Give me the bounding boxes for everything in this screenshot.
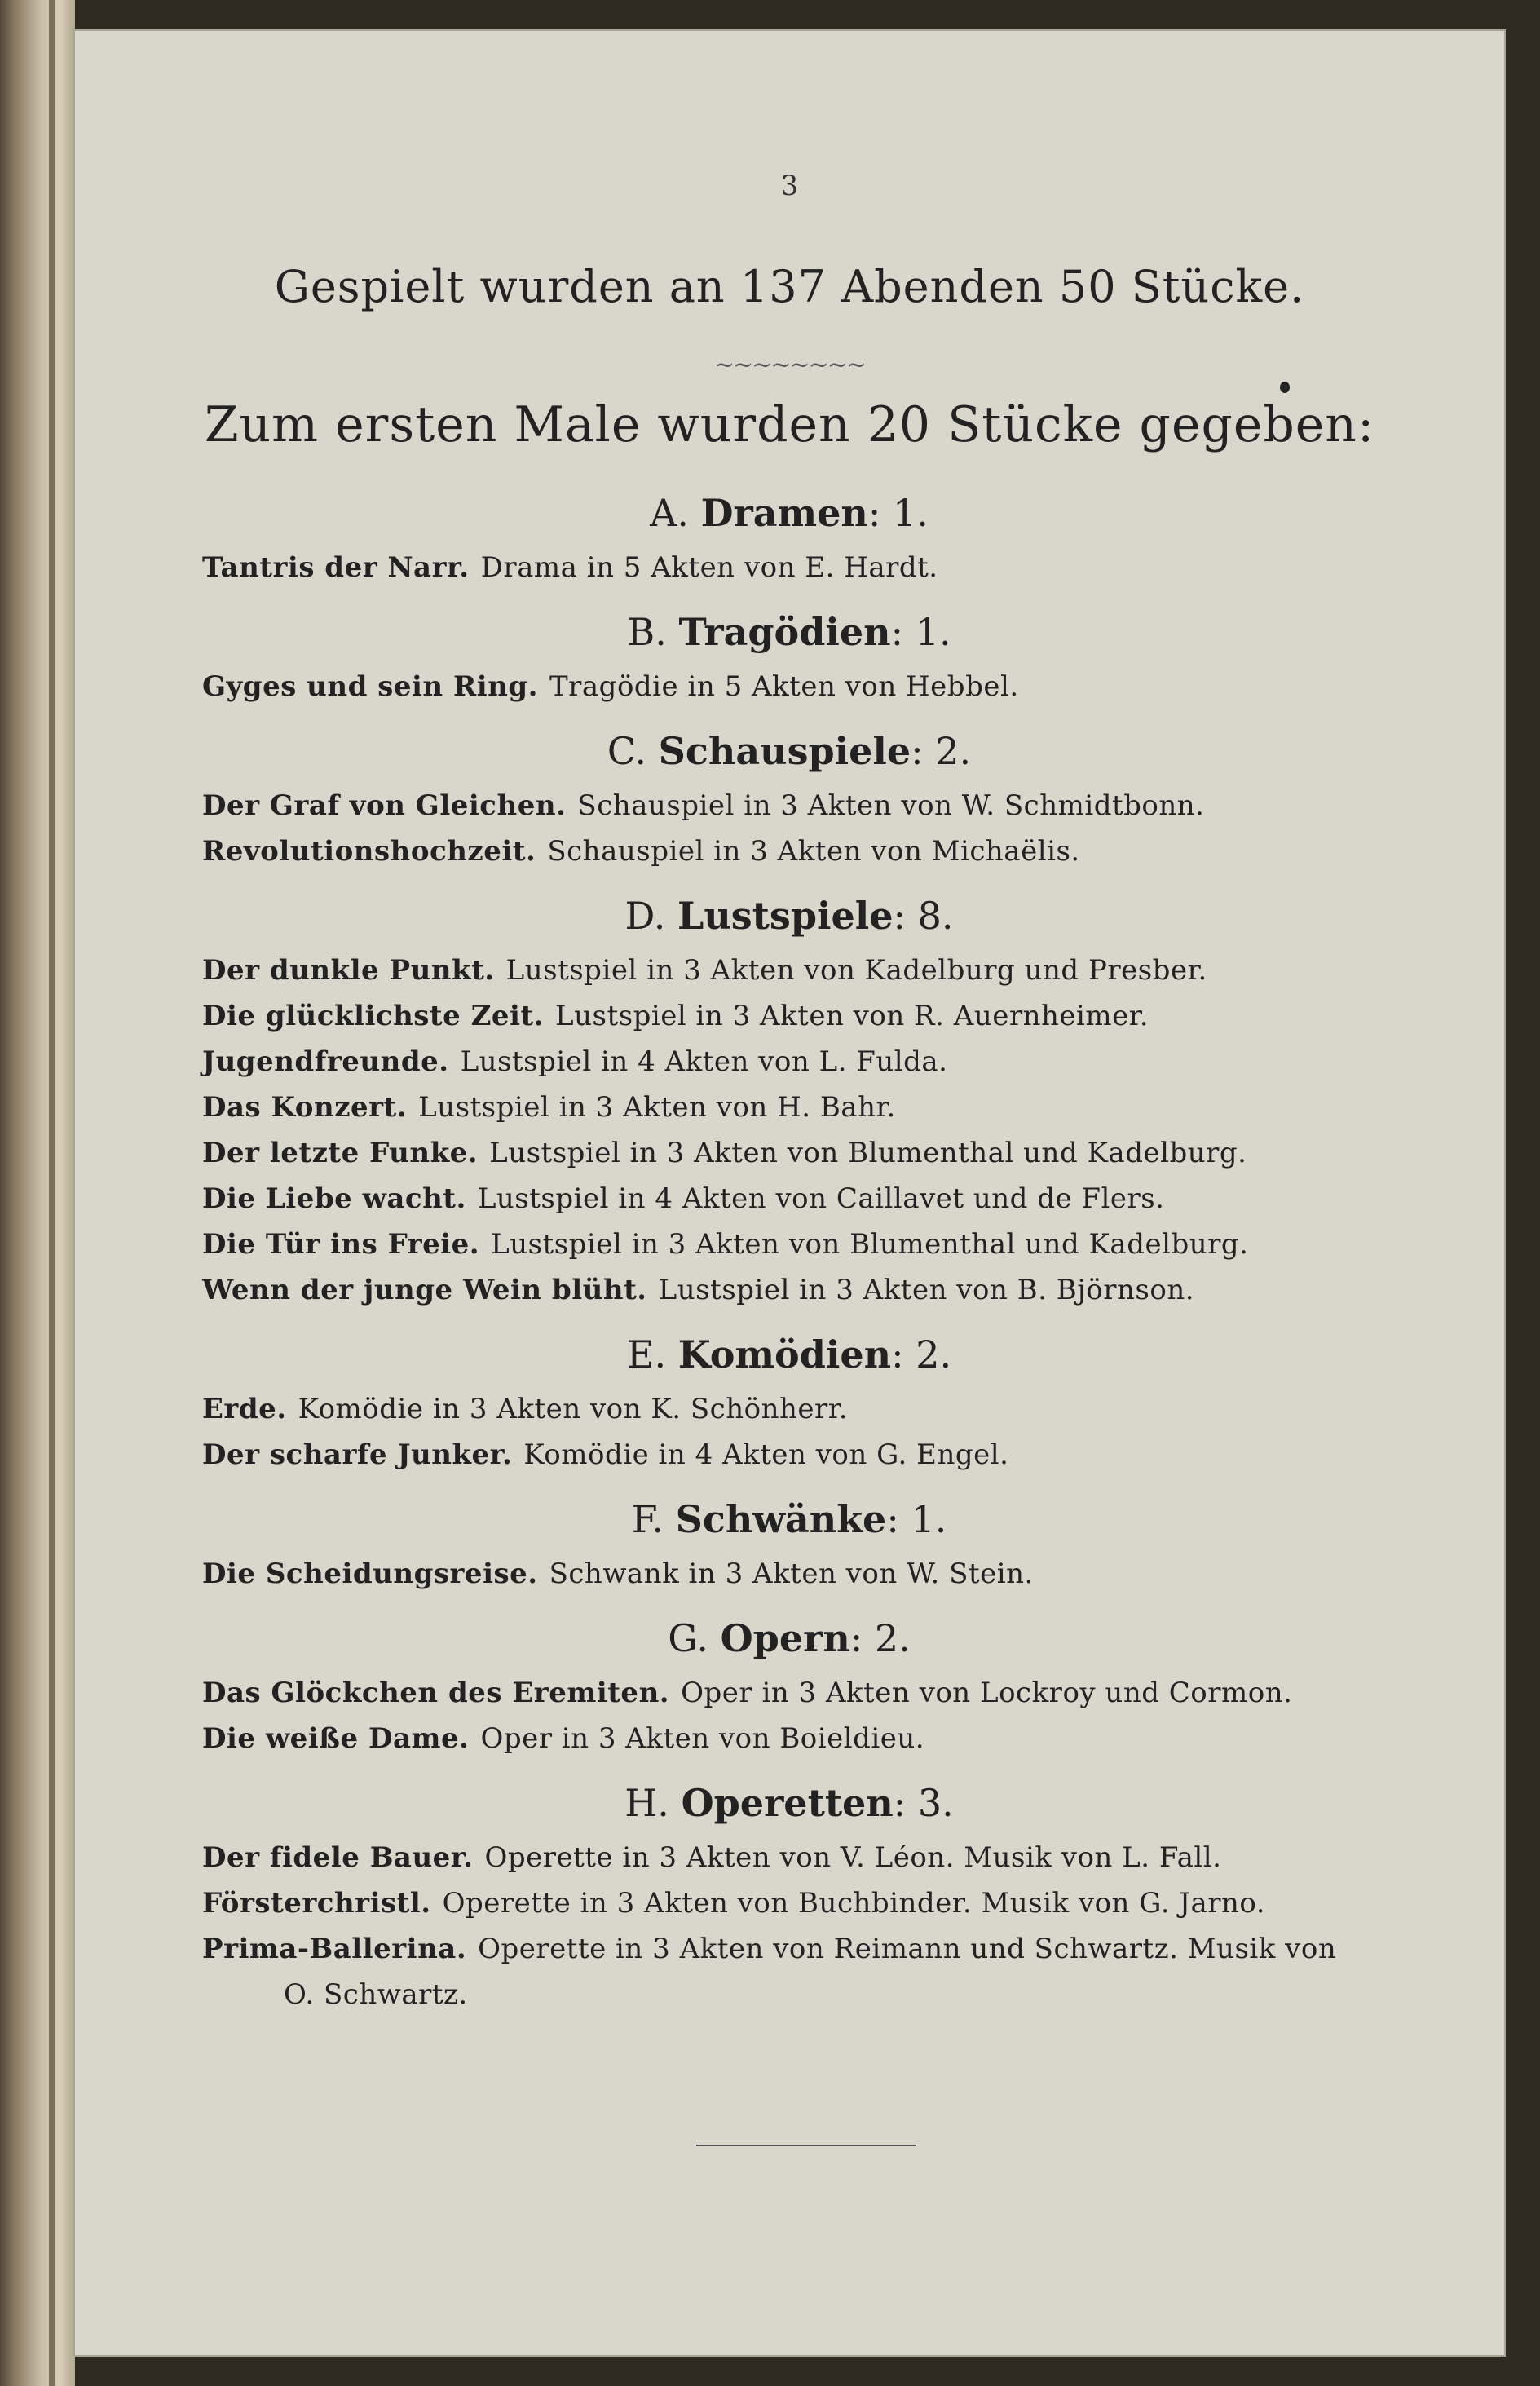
play-description: Schauspiel in 3 Akten von Michaëlis.	[547, 835, 1080, 868]
play-title: Wenn der junge Wein blüht.	[202, 1274, 647, 1306]
play-title: Tantris der Narr.	[202, 551, 470, 584]
play-entry	[202, 545, 1376, 590]
section-letter: G.	[668, 1616, 708, 1660]
play-title: Försterchristl.	[202, 1887, 431, 1920]
play-description: Lustspiel in 3 Akten von H. Bahr.	[418, 1091, 896, 1124]
play-description: Lustspiel in 3 Akten von B. Björnson.	[658, 1274, 1195, 1306]
play-entry	[202, 1432, 1376, 1478]
section-letter: E.	[626, 1332, 667, 1376]
play-description: Lustspiel in 4 Akten von L. Fulda.	[460, 1045, 948, 1078]
play-entry	[202, 1267, 1376, 1313]
play-description: Komödie in 3 Akten von K. Schönherr.	[298, 1393, 849, 1425]
play-title: Prima-Ballerina.	[202, 1933, 467, 1965]
play-title: Die Liebe wacht.	[202, 1182, 466, 1215]
section-letter: C.	[607, 729, 647, 773]
play-title: Erde.	[202, 1393, 287, 1425]
play-title: Das Konzert.	[202, 1091, 408, 1124]
play-description: Operette in 3 Akten von V. Léon. Musik von L. Fall.	[484, 1841, 1222, 1874]
section-count: : 3.	[893, 1781, 954, 1825]
play-entry	[202, 1926, 1376, 2017]
section-title	[202, 488, 1376, 538]
section-name: Schwänke	[675, 1497, 887, 1541]
play-entry	[202, 1551, 1376, 1597]
page-number: 3	[780, 170, 799, 202]
play-title: Der dunkle Punkt.	[202, 954, 495, 987]
play-title: Der scharfe Junker.	[202, 1438, 513, 1471]
section-title	[202, 726, 1376, 776]
section-name: Komödien	[677, 1332, 892, 1376]
play-title: Gyges und sein Ring.	[202, 670, 538, 703]
section-title	[202, 1778, 1376, 1828]
play-entry	[202, 828, 1376, 874]
section-name: Lustspiele	[677, 894, 894, 938]
ink-speck	[1280, 382, 1290, 393]
play-title: Die weiße Dame.	[202, 1722, 470, 1755]
section-letter: H.	[624, 1781, 669, 1825]
page	[75, 31, 1504, 2355]
section-title	[202, 1329, 1376, 1380]
section-name: Operetten	[681, 1781, 894, 1825]
section-letter: B.	[627, 610, 667, 654]
play-description: Lustspiel in 3 Akten von Kadelburg und Presber.	[505, 954, 1207, 987]
play-entry	[202, 1176, 1376, 1222]
play-description: Schauspiel in 3 Akten von W. Schmidtbonn.	[577, 789, 1205, 822]
play-title: Die glücklichste Zeit.	[202, 1000, 545, 1032]
first-time-heading: Zum ersten Male wurden 20 Stücke gegeben:	[204, 396, 1375, 453]
play-entry	[202, 1880, 1376, 1926]
play-description: Oper in 3 Akten von Lockroy und Cormon.	[681, 1677, 1293, 1709]
play-entry	[202, 948, 1376, 993]
play-list	[202, 488, 1376, 2017]
play-description: Lustspiel in 3 Akten von R. Auernheimer.	[555, 1000, 1149, 1032]
play-title: Die Tür ins Freie.	[202, 1228, 480, 1261]
section-name: Dramen	[700, 491, 868, 535]
section-count: : 2.	[911, 729, 972, 773]
play-entry	[202, 1130, 1376, 1176]
binding-edge	[49, 0, 55, 2386]
play-description: Lustspiel in 3 Akten von Blumenthal und Kadelburg.	[489, 1137, 1247, 1169]
play-description: Operette in 3 Akten von Buchbinder. Musik von G. Jarno.	[442, 1887, 1266, 1920]
play-description: Lustspiel in 4 Akten von Caillavet und de Flers.	[477, 1182, 1165, 1215]
play-title: Der fidele Bauer.	[202, 1841, 474, 1874]
section-count: : 2.	[891, 1332, 952, 1376]
section-count: : 1.	[886, 1497, 947, 1541]
section-count: : 1.	[867, 491, 929, 535]
play-entry	[202, 1716, 1376, 1761]
played-heading: Gespielt wurden an 137 Abenden 50 Stücke.	[274, 261, 1305, 312]
section-count: : 2.	[849, 1616, 911, 1660]
play-description: Tragödie in 5 Akten von Hebbel.	[549, 670, 1019, 703]
play-entry	[202, 664, 1376, 709]
play-description: Drama in 5 Akten von E. Hardt.	[480, 551, 938, 584]
section-count: : 1.	[890, 610, 951, 654]
play-title: Der Graf von Gleichen.	[202, 789, 567, 822]
closing-rule	[696, 2145, 916, 2146]
play-description: Komödie in 4 Akten von G. Engel.	[523, 1438, 1009, 1471]
section-letter: A.	[650, 491, 689, 535]
play-title: Die Scheidungsreise.	[202, 1558, 538, 1590]
section-title	[202, 1494, 1376, 1544]
section-name: Opern	[720, 1616, 850, 1660]
play-description: Lustspiel in 3 Akten von Blumenthal und Kadelburg.	[491, 1228, 1249, 1261]
play-title: Revolutionshochzeit.	[202, 835, 536, 868]
play-entry	[202, 1835, 1376, 1880]
play-title: Das Glöckchen des Eremiten.	[202, 1677, 670, 1709]
play-entry	[202, 1039, 1376, 1085]
play-description: Operette in 3 Akten von Reimann und Schwartz. Musik von O. Schwartz.	[284, 1933, 1337, 2011]
section-name: Schauspiele	[658, 729, 911, 773]
book-binding	[0, 0, 75, 2386]
play-title: Der letzte Funke.	[202, 1137, 479, 1169]
play-entry	[202, 1386, 1376, 1432]
section-letter: F.	[631, 1497, 664, 1541]
section-title	[202, 890, 1376, 941]
section-name: Tragödien	[678, 610, 891, 654]
section-letter: D.	[624, 894, 666, 938]
play-entry	[202, 993, 1376, 1039]
section-title	[202, 607, 1376, 657]
section-count: : 8.	[893, 894, 954, 938]
play-entry	[202, 783, 1376, 828]
ornament-divider: ~~~~~~~~	[713, 351, 866, 379]
play-description: Oper in 3 Akten von Boieldieu.	[480, 1722, 925, 1755]
play-entry	[202, 1670, 1376, 1716]
play-title: Jugendfreunde.	[202, 1045, 449, 1078]
play-entry	[202, 1222, 1376, 1267]
section-title	[202, 1613, 1376, 1664]
play-description: Schwank in 3 Akten von W. Stein.	[549, 1558, 1034, 1590]
play-entry	[202, 1085, 1376, 1130]
